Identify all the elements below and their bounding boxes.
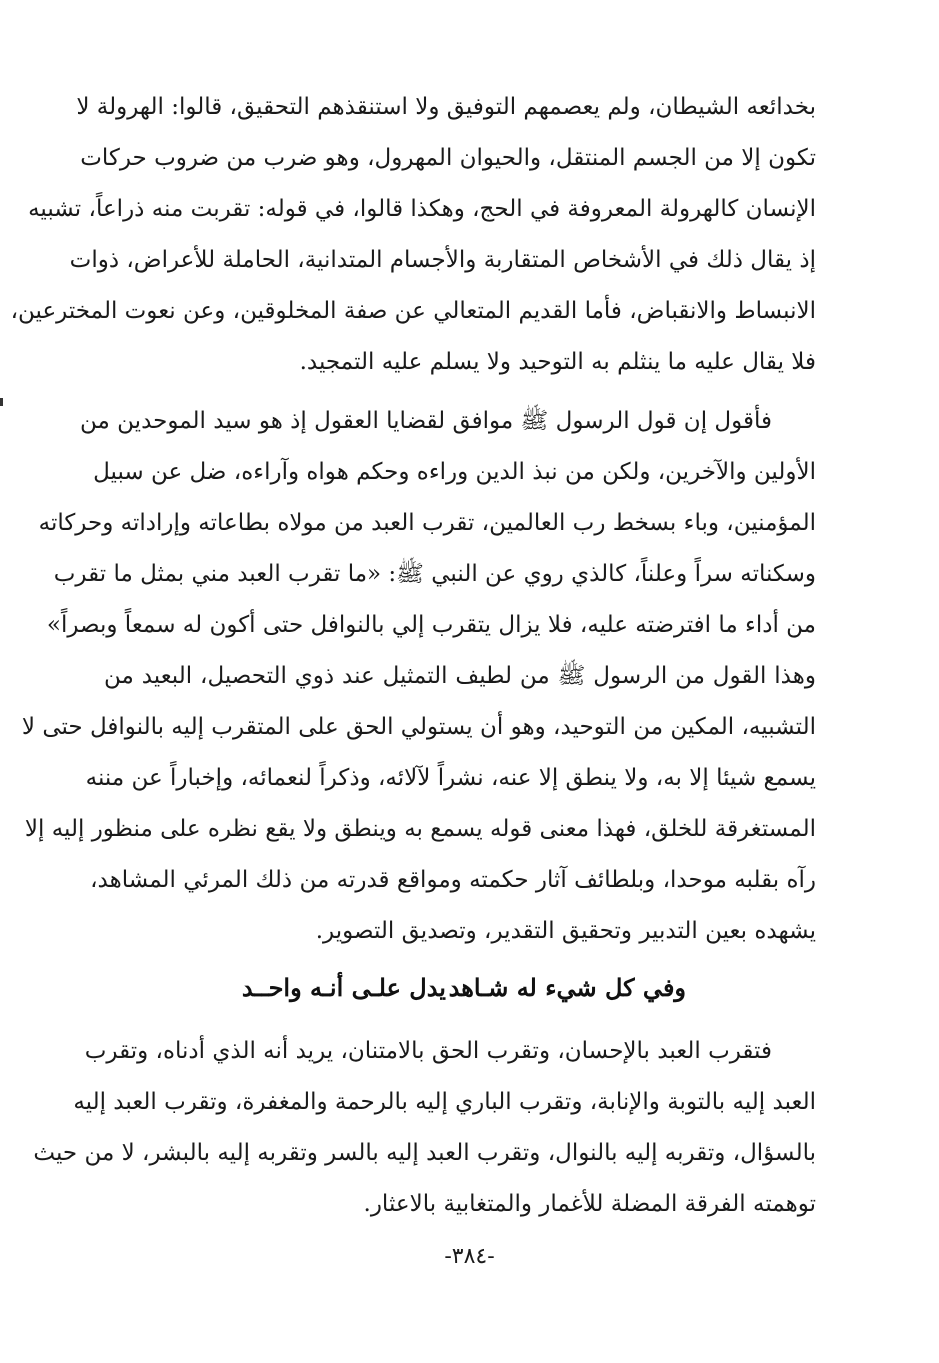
paragraph-2-line-6: وهذا القول من الرسول ﷺ من لطيف التمثيل عند ذوي التحصيل، البعيد من — [104, 663, 816, 689]
paragraph-3-line-3: بالسؤال، وتقربه إليه بالنوال، وتقرب العبد إليه بالسر وتقربه إليه بالبشر، لا من حيث — [33, 1140, 816, 1166]
verse-first-hemistich: وفي كل شيء له شـاهد — [448, 973, 686, 1002]
paragraph-2-line-4: وسكناته سراً وعلناً، كالذي روي عن النبي ﷺ: «ما تقرب العبد مني بمثل ما تقرب — [53, 561, 816, 587]
paragraph-2-line-9: المستغرقة للخلق، فهذا معنى قوله يسمع به وينطق ولا يقع نظره على منظور إليه إلا — [24, 816, 816, 842]
paragraph-2-line-2: الأولين والآخرين، ولكن من نبذ الدين وراءه وحكم هواه وآراءه، ضل عن سبيل — [93, 459, 816, 485]
paragraph-3-line-2: العبد إليه بالتوبة والإنابة، وتقرب الباري إليه بالرحمة والمغفرة، وتقرب العبد إليه — [73, 1089, 816, 1115]
paragraph-2-line-5: من أداء ما افترضته عليه، فلا يزال يتقرب إلي بالنوافل حتى أكون له سمعاً وبصراً» — [46, 612, 816, 638]
paragraph-1-line-4: إذ يقال ذلك في الأشخاص المتقاربة والأجسام المتدانية، الحاملة للأعراض، ذوات — [69, 247, 816, 273]
page-number: -٣٨٤- — [444, 1244, 495, 1269]
paragraph-1-line-6: فلا يقال عليه ما ينثلم به التوحيد ولا يسلم عليه التمجيد. — [299, 349, 816, 375]
paragraph-2-line-3: المؤمنين، وباء بسخط رب العالمين، تقرب العبد من مولاه بطاعاته وإراداته وحركاته — [38, 510, 816, 536]
paragraph-2-line-8: يسمع شيئا إلا به، ولا ينطق إلا عنه، نشراً لآلائه، وذكراً لنعمائه، وإخباراً عن مننه — [85, 765, 816, 791]
paragraph-1-line-1: بخدائعه الشيطان، ولم يعصمهم التوفيق ولا استنقذهم التحقيق، قالوا: الهرولة لا — [76, 94, 816, 120]
paragraph-1-line-2: تكون إلا من الجسم المنتقل، والحيوان المهرول، وهو ضرب من ضروب حركات — [80, 145, 816, 171]
paragraph-1-line-3: الإنسان كالهرولة المعروفة في الحج، وهكذا قالوا، في قوله: تقربت منه ذراعاً، تشبيه — [28, 196, 816, 222]
poetry-verse — [104, 966, 816, 1010]
paragraph-2-line-1: فأقول إن قول الرسول ﷺ موافق لقضايا العقول إذ هو سيد الموحدين من — [80, 408, 772, 434]
paragraph-3-line-1: فتقرب العبد بالإحسان، وتقرب الحق بالامتنان، يريد أنه الذي أدناه، وتقرب — [84, 1038, 772, 1064]
scan-artifact-mark — [0, 398, 3, 406]
paragraph-1-line-5: الانبساط والانقباض، فأما القديم المتعالي عن صفة المخلوقين، وعن نعوت المخترعين، — [10, 298, 816, 324]
verse-second-hemistich: يدل علـى أنـه واحــد — [241, 973, 446, 1002]
paragraph-2-line-11: يشهده بعين التدبير وتحقيق التقدير، وتصديق التصوير. — [315, 918, 816, 944]
paragraph-2-line-10: رآه بقلبه موحدا، وبلطائف آثار حكمته ومواقع قدرته من ذلك المرئي المشاهد، — [90, 867, 816, 893]
paragraph-3-line-4: توهمته الفرقة المضلة للأغمار والمتغابية بالاعثار. — [363, 1191, 816, 1217]
paragraph-2-line-7: التشبيه، المكين من التوحيد، وهو أن يستولي الحق على المتقرب إليه بالنوافل حتى لا — [21, 714, 816, 740]
